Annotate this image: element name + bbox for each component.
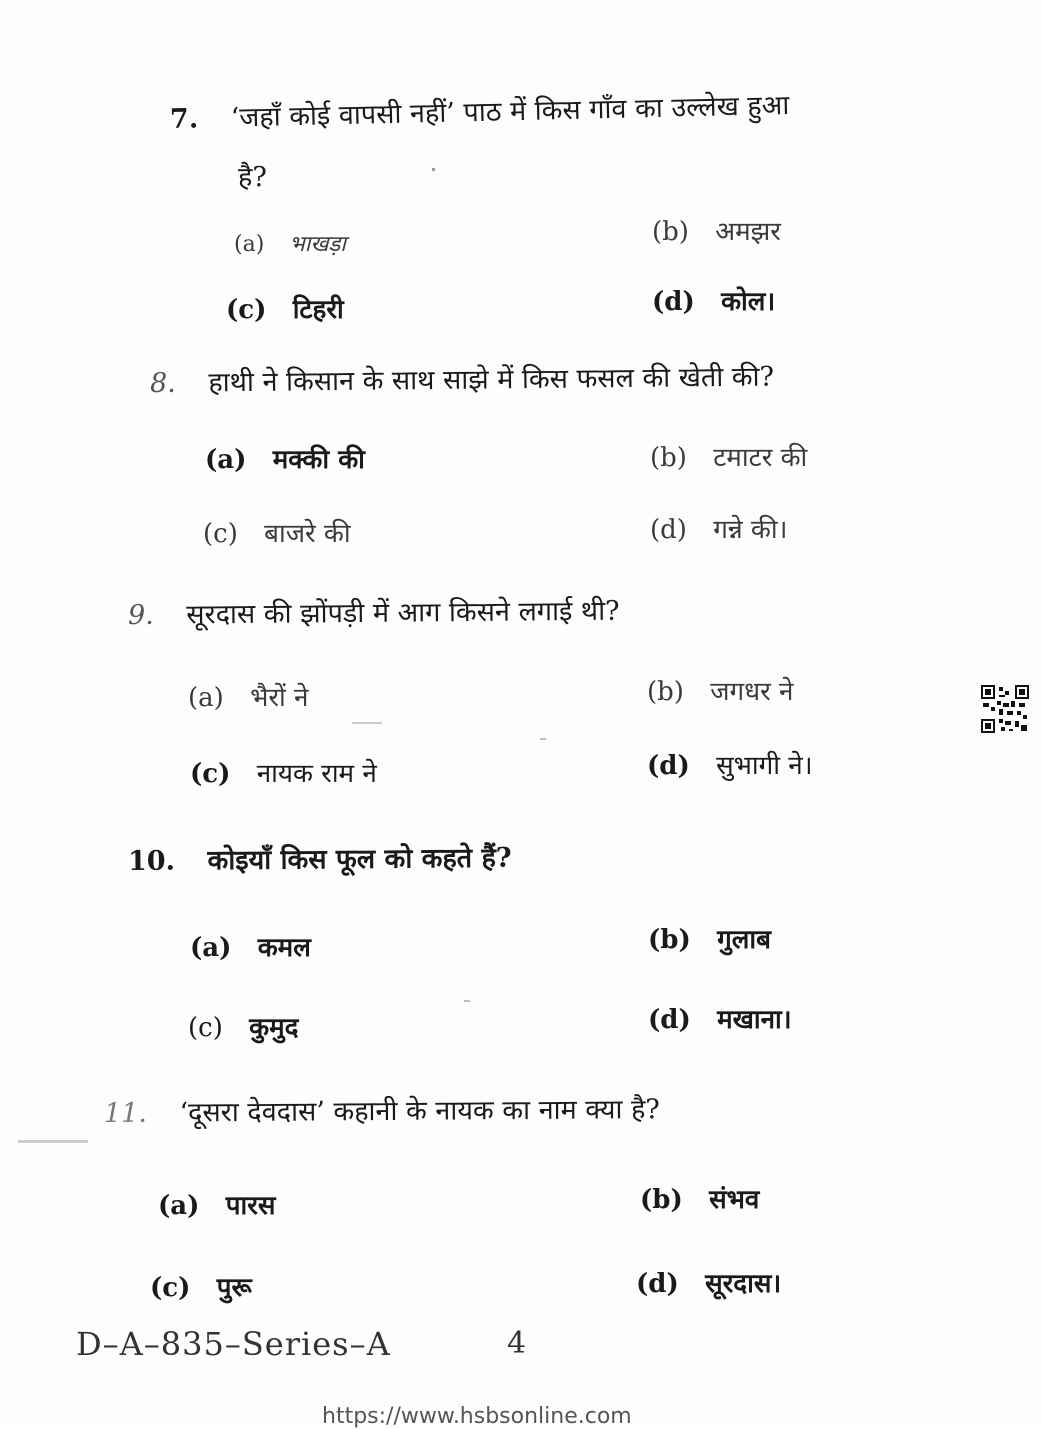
option-text: टिहरी: [292, 295, 344, 325]
option-d: [636, 1264, 781, 1300]
scan-speck: [432, 168, 435, 171]
option-letter: (c): [188, 1013, 223, 1043]
option-letter: (b): [650, 443, 687, 473]
question-text: कोइयाँ किस फूल को कहते हैं?: [207, 842, 512, 877]
option-letter: (d): [636, 1269, 679, 1299]
option-letter: (a): [158, 1191, 200, 1221]
question-stem: [170, 90, 790, 136]
option-text: गन्ने की।: [713, 515, 788, 545]
option-b: [647, 672, 793, 708]
option-a: [188, 678, 308, 714]
question-number: 8.: [149, 367, 176, 399]
option-d: [647, 746, 813, 782]
footer-url: https://www.hsbsonline.com: [322, 1404, 632, 1429]
option-text: भाखड़ा: [289, 232, 346, 257]
option-a: [158, 1186, 275, 1222]
option-b: [648, 920, 771, 956]
option-text: अमझर: [715, 217, 781, 247]
option-letter: (d): [652, 287, 695, 317]
scan-speck: [352, 722, 382, 724]
paper-code: D–A–835–Series–A: [76, 1325, 391, 1363]
scan-speck: [464, 1000, 470, 1002]
option-a: [190, 928, 311, 964]
option-letter: (b): [640, 1185, 683, 1215]
option-b: [640, 1180, 759, 1216]
option-text: भैरों ने: [250, 683, 309, 713]
question-text: ‘दूसरा देवदास’ कहानी के नायक का नाम क्या है?: [179, 1094, 660, 1129]
option-letter: (b): [647, 677, 684, 707]
question-stem: [128, 596, 620, 633]
option-text: संभव: [709, 1185, 760, 1215]
option-letter: (c): [150, 1273, 191, 1303]
question-text-continuation: है?: [238, 162, 267, 193]
option-letter: (a): [188, 683, 224, 713]
option-text: कोल।: [721, 287, 776, 317]
option-letter: (d): [650, 515, 687, 545]
option-text: मक्की की: [272, 445, 365, 475]
question-text: सूरदास की झोंपड़ी में आग किसने लगाई थी?: [186, 595, 620, 631]
option-c: [190, 754, 377, 790]
option-b: [652, 212, 781, 248]
option-text: नायक राम ने: [256, 759, 377, 789]
option-text: कमल: [257, 933, 311, 963]
option-text: सूरदास।: [705, 1269, 782, 1299]
option-c: [203, 514, 351, 550]
question-stem: [150, 361, 774, 400]
qr-code-icon: [981, 685, 1029, 733]
option-text: टमाटर की: [713, 443, 808, 473]
option-d: [652, 282, 775, 318]
option-text: पारस: [225, 1191, 276, 1221]
option-letter: (b): [648, 925, 691, 955]
option-text: गुलाब: [717, 925, 771, 955]
question-stem: [128, 843, 512, 879]
option-letter: (a): [234, 232, 265, 257]
scan-speck: [540, 738, 546, 740]
scan-speck: [18, 1140, 88, 1143]
question-number: 10.: [127, 845, 176, 877]
option-a: [205, 440, 365, 476]
option-letter: (c): [190, 759, 231, 789]
option-text: जगधर ने: [710, 677, 794, 707]
option-letter: (c): [226, 295, 267, 325]
option-text: पुरू: [216, 1273, 252, 1303]
option-d: [650, 510, 787, 546]
option-text: बाजरे की: [264, 519, 351, 549]
option-text: सुभागी ने।: [716, 751, 813, 781]
question-text: हाथी ने किसान के साथ साझे में किस फसल की खेती की?: [208, 361, 775, 399]
option-letter: (a): [190, 933, 232, 963]
option-a: [234, 228, 346, 258]
option-b: [650, 438, 807, 474]
question-number: 7.: [169, 103, 199, 135]
option-c: [188, 1008, 298, 1044]
option-text: कुमुद: [249, 1013, 299, 1043]
option-letter: (a): [205, 445, 247, 475]
option-letter: (c): [203, 519, 238, 549]
option-letter: (d): [647, 751, 690, 781]
question-stem: [104, 1094, 660, 1130]
question-number: 9.: [127, 599, 154, 631]
option-letter: (b): [652, 217, 689, 247]
option-c: [150, 1268, 252, 1304]
question-number: 11.: [103, 1097, 148, 1129]
option-d: [648, 1000, 792, 1036]
option-text: मखाना।: [717, 1005, 792, 1035]
page-number: 4: [507, 1326, 527, 1361]
option-letter: (d): [648, 1005, 691, 1035]
question-text: ‘जहाँ कोई वापसी नहीं’ पाठ में किस गाँव का उल्लेख हुआ: [230, 89, 790, 134]
option-c: [226, 290, 344, 326]
